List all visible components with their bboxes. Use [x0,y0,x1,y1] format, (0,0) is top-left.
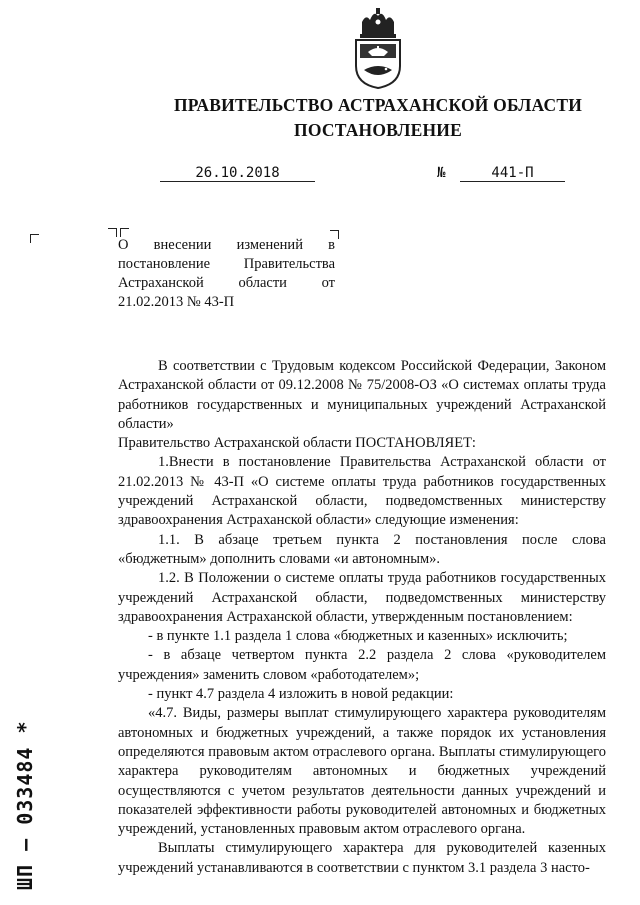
clause-1-paragraph: 1.Внести в постановление Правительства Астраханской области от 21.02.2013 № 43-П «О системе оплаты труда работников государственных учреждений Астраханской области, подведомственных министерству здравоохранения Астраханской области» следующие изменения: [118,454,606,529]
serial-number-stamp: ШП – 033484 * [13,720,37,890]
left-margin-corner-mark [30,234,39,243]
casual-institutions-paragraph: Выплаты стимулирующего характера для руководителей казенных учреждений устанавливаются в соответствии с пунктом 3.1 раздела 3 насто- [118,840,606,876]
clause-4-7-paragraph: «4.7. Виды, размеры выплат стимулирующего характера руководителям автономных и бюджетных учреждений, а также порядок их установления определяются правовым актом отраслевого органа. Выплаты стимулирующего характера руководителям автономных и бюджетных учреждений осуществляются с учетом результатов деятельности данных учреждений и показателей эффективности работы руководителей автономных и бюджетных учреждений, установленных правовым актом отраслевого органа. [118,705,606,838]
document-date: 26.10.2018 [160,165,315,182]
subject-corner-mark-left-a [108,228,117,237]
preamble-paragraph: В соответствии с Трудовым кодексом Российской Федерации, Законом Астраханской области от 09.12.2008 № 75/2008-ОЗ «О системах оплаты труда работников государственных и муниципальных учреждений Астраханской области» [118,358,606,432]
document-number: 441-П [460,165,565,182]
dash-item-3: - пункт 4.7 раздела 4 изложить в новой редакции: [148,686,454,703]
number-label: № [437,165,446,181]
subject-block: О внесении изменений в постановление Правительства Астраханской области от 21.02.2013 № 43-П [118,237,335,310]
document-type-title: ПОСТАНОВЛЕНИЕ [294,120,462,140]
resolution-line: Правительство Астраханской области ПОСТАНОВЛЯЕТ: [118,435,476,452]
clause-1-2-paragraph: 1.2. В Положении о системе оплаты труда работников государственных учреждений Астраханской области, подведомственных министерству здравоохранения Астраханской области, утвержденным постановлением: [118,570,606,625]
dash-item-1: - в пункте 1.1 раздела 1 слова «бюджетных и казенных» исключить; [148,628,568,645]
document-body [118,357,606,878]
organization-title: ПРАВИТЕЛЬСТВО АСТРАХАНСКОЙ ОБЛАСТИ [173,95,583,115]
dash-item-2: - в абзаце четвертом пункта 2.2 раздела 2 слова «руководителем учреждения» заменить словом «работодателем»; [118,647,606,683]
coat-of-arms-emblem [350,8,406,90]
clause-1-1-paragraph: 1.1. В абзаце третьем пункта 2 постановления после слова «бюджетным» дополнить словами «и автономным». [118,531,606,567]
